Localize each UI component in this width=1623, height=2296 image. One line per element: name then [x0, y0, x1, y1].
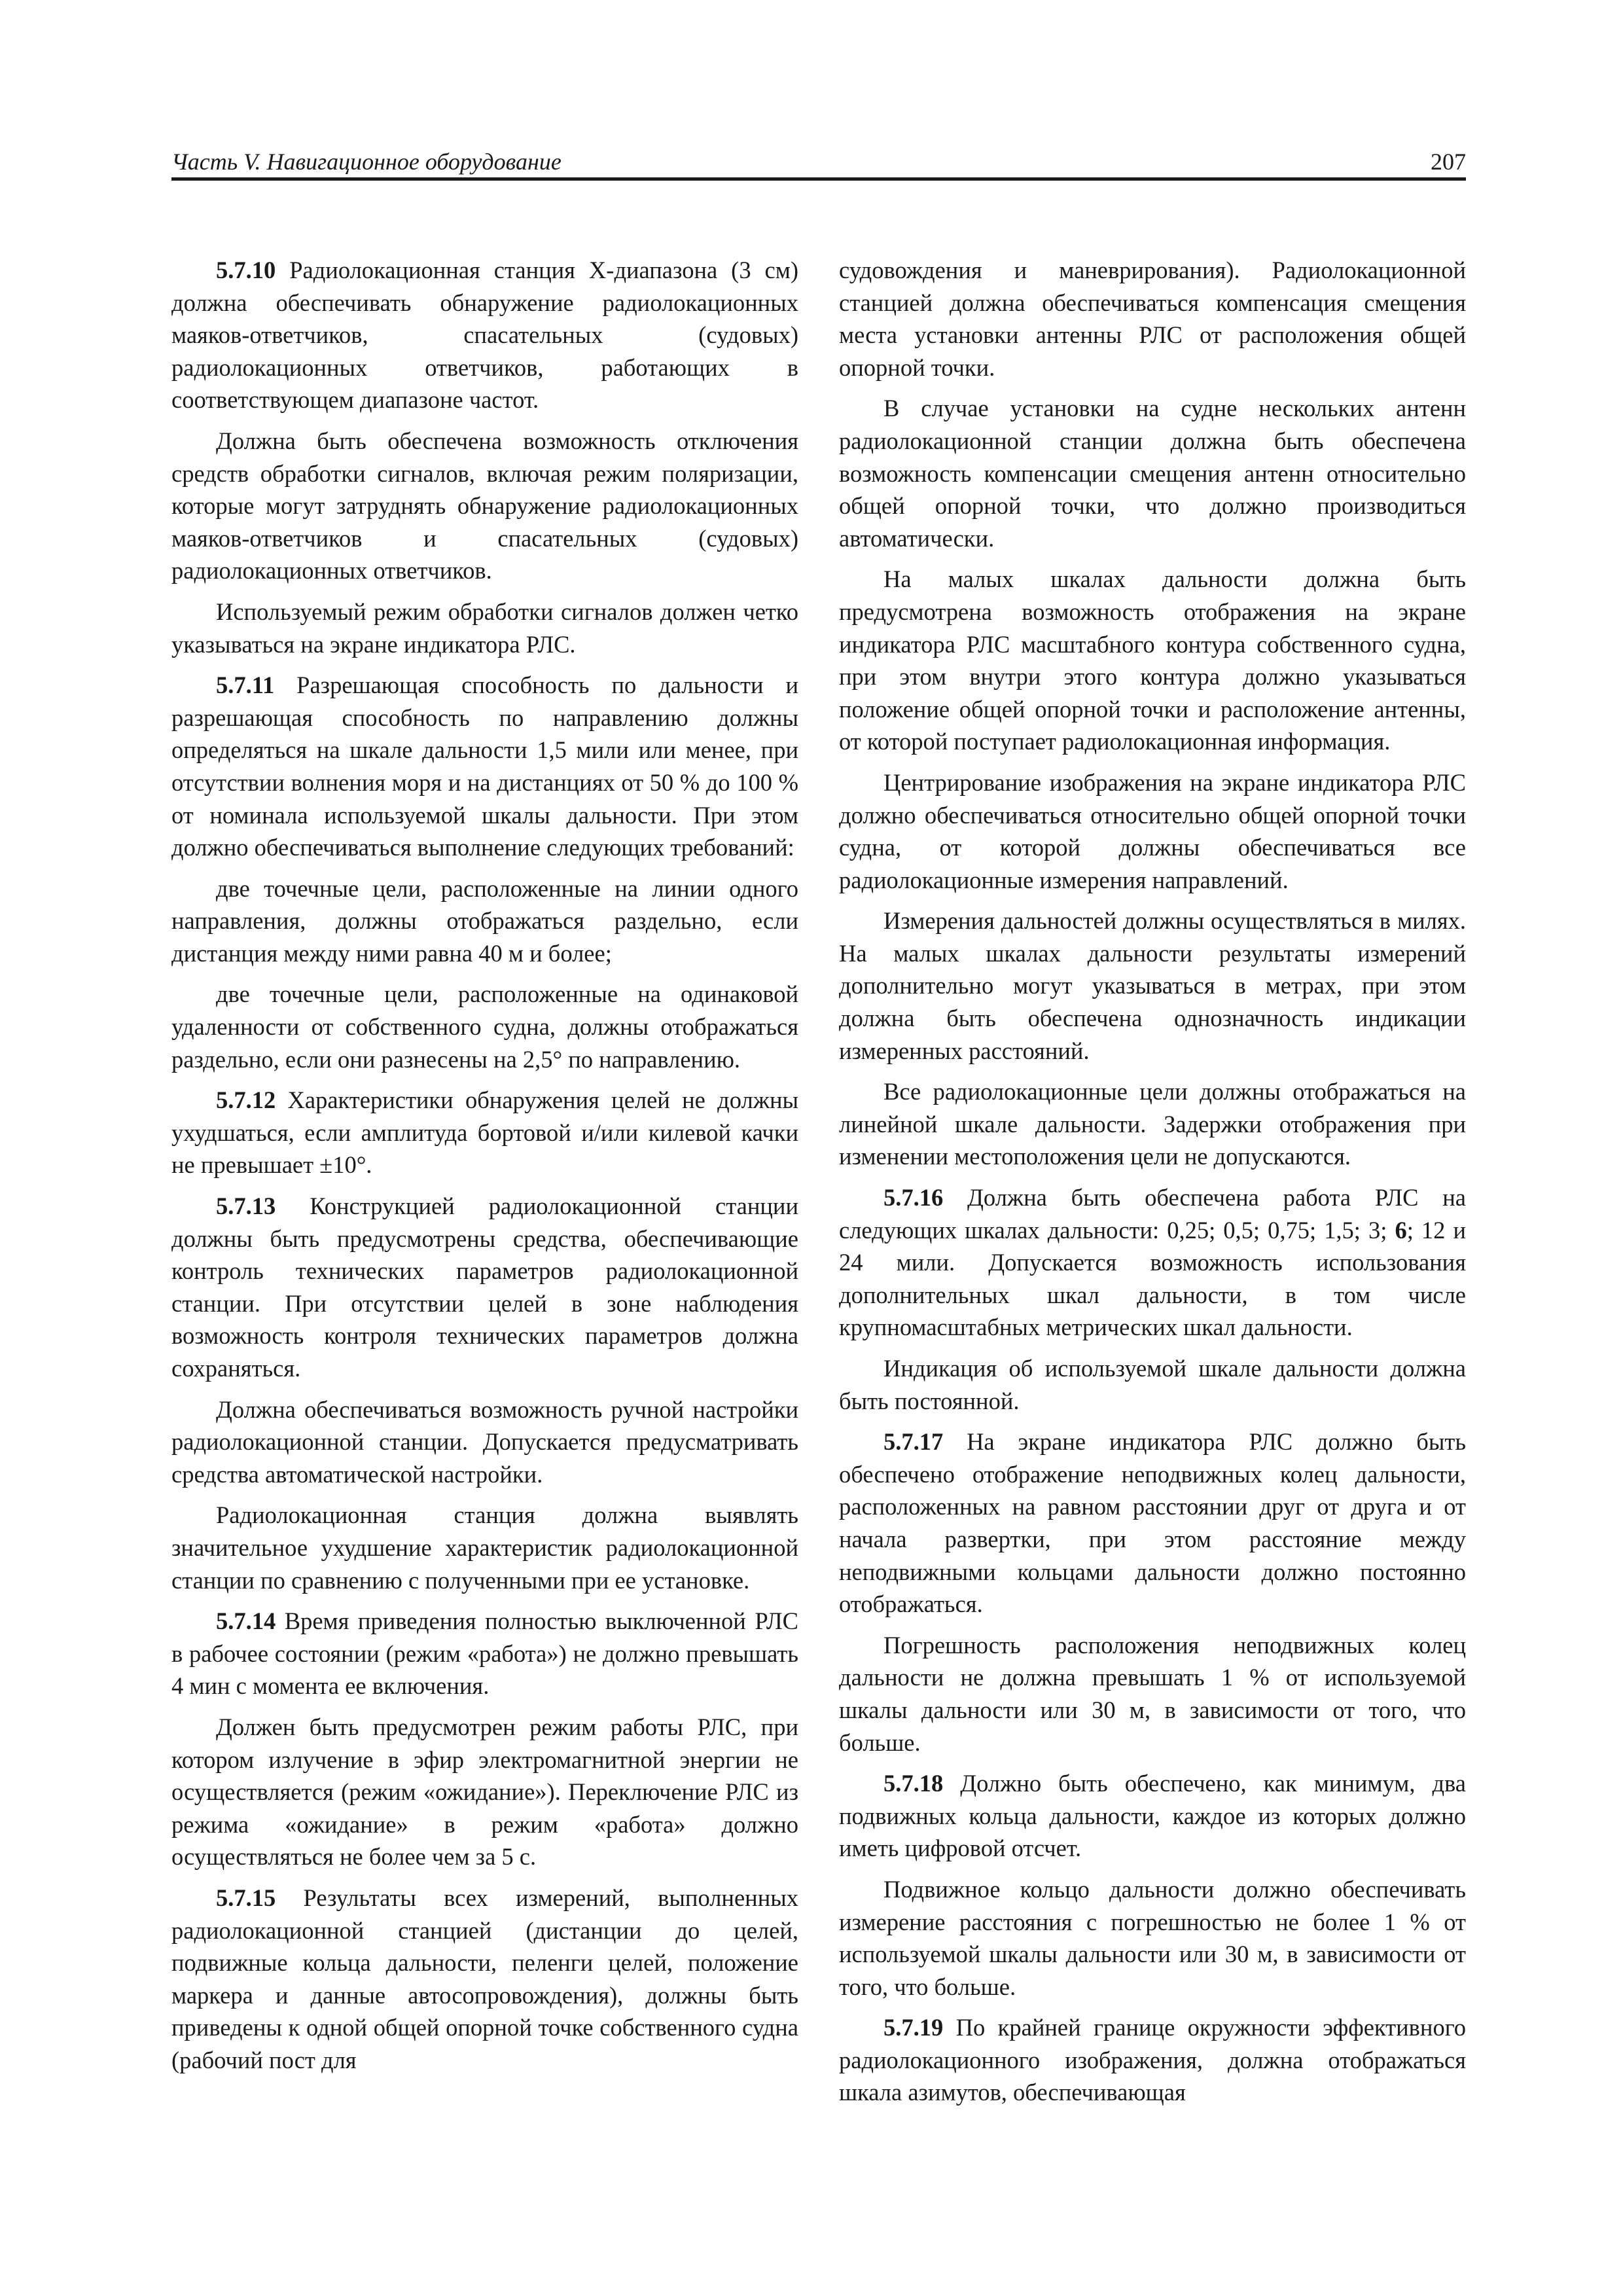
paragraph-5-7-10 [171, 254, 798, 416]
paragraph: Погрешность расположения неподвижных колец дальности не должна превышать 1 % от используемой шкалы дальности или 30 м, в зависимости от того, что больше. [839, 1631, 1466, 1756]
left-column [171, 254, 798, 2085]
header-rule [171, 177, 1466, 181]
paragraph-text: Результаты всех измерений, выполненных радиолокационной станцией (дистанции до целей, подвижные кольца дальности, пеленги целей, положение маркера и данные автосопровождения), должны быть приведены к одной общей опорной точке собственного судна (рабочий пост для [171, 1884, 798, 2073]
running-title: Часть V. Навигационное оборудование [171, 149, 562, 175]
paragraph: Все радиолокационные цели должны отображаться на линейной шкале дальности. Задержки отображения при изменении местоположения цели не допускаются. [839, 1078, 1466, 1170]
paragraph-text: На экране индикатора РЛС должно быть обеспечено отображение неподвижных колец дальности, расположенных на равном расстоянии друг от друга и от начала развертки, при этом расстояние между неподвижными кольцами дальности должно постоянно отображаться. [839, 1428, 1466, 1618]
paragraph-text: По крайней границе окружности эффективного радиолокационного изображения, должна отображаться шкала азимутов, обеспечивающая [839, 2014, 1466, 2106]
paragraph: Должна обеспечиваться возможность ручной настройки радиолокационной станции. Допускается предусматривать средства автоматической настройки. [171, 1395, 798, 1488]
section-number: 5.7.15 [216, 1884, 276, 1911]
paragraph-5-7-11 [171, 669, 798, 864]
paragraph: Центрирование изображения на экране индикатора РЛС должно обеспечиваться относительно общей опорной точки судна, от которой должны обеспечиваться все радиолокационные измерения направлений. [839, 768, 1466, 893]
paragraph-text: Время приведения полностью выключенной РЛС в рабочее состоянии (режим «работа») не должно превышать 4 мин с момента ее включения. [171, 1607, 798, 1700]
paragraph: Подвижное кольцо дальности должно обеспечивать измерение расстояния с погрешностью не более 1 % от используемой шкалы дальности или 30 м, в зависимости от того, что больше. [839, 1875, 1466, 2000]
section-number: 5.7.18 [883, 1770, 944, 1797]
paragraph-text: Характеристики обнаружения целей не должны ухудшаться, если амплитуда бортовой и/или килевой качки не превышает ±10°. [171, 1086, 798, 1179]
running-header [171, 143, 1466, 179]
section-number: 5.7.10 [216, 257, 276, 283]
bold-value: 6 [1395, 1216, 1407, 1244]
section-number: 5.7.16 [883, 1184, 944, 1211]
paragraph: Должна быть обеспечена возможность отключения средств обработки сигналов, включая режим поляризации, которые могут затруднять обнаружение радиолокационных маяков-ответчиков и спасательных (судовых) радиолокационных ответчиков. [171, 427, 798, 584]
paragraph: В случае установки на судне нескольких антенн радиолокационной станции должна быть обеспечена возможность компенсации смещения антенн относительно общей опорной точки, что должно производиться автоматически. [839, 395, 1466, 552]
paragraph: Должен быть предусмотрен режим работы РЛС, при котором излучение в эфир электромагнитной энергии не осуществляется (режим «ожидание»). Переключение РЛС из режима «ожидание» в режим «работа» должно осуществляться не более чем за 5 с. [171, 1713, 798, 1871]
paragraph: две точечные цели, расположенные на линии одного направления, должны отображаться раздельно, если дистанция между ними равна 40 м и более; [171, 874, 798, 967]
section-number: 5.7.11 [216, 672, 275, 699]
paragraph: Используемый режим обработки сигналов должен четко указываться на экране индикатора РЛС. [171, 598, 798, 658]
section-number: 5.7.13 [216, 1193, 276, 1220]
paragraph-5-7-18 [839, 1767, 1466, 1865]
paragraph-continued: судовождения и маневрирования). Радиолокационной станцией должна обеспечиваться компенсация смещения места установки антенны РЛС от расположения общей опорной точки. [839, 257, 1466, 381]
paragraph-text: Конструкцией радиолокационной станции должны быть предусмотрены средства, обеспечивающие контроль технических параметров радиолокационной станции. При отсутствии целей в зоне наблюдения возможность контроля технических параметров должна сохраняться. [171, 1193, 798, 1382]
right-column [839, 254, 1466, 2117]
paragraph: две точечные цели, расположенные на одинаковой удаленности от собственного судна, должны отображаться раздельно, если они разнесены на 2,5° по направлению. [171, 980, 798, 1073]
paragraph-5-7-17 [839, 1426, 1466, 1621]
paragraph-text: Радиолокационная станция X-диапазона (3 см) должна обеспечивать обнаружение радиолокационных маяков-ответчиков, спасательных (судовых) радиолокационных ответчиков, работающих в соответствующем диапазоне частот. [171, 257, 798, 414]
paragraph: Измерения дальностей должны осуществляться в милях. На малых шкалах дальности результаты измерений дополнительно могут указываться в метрах, при этом должна быть обеспечена однозначность индикации измеренных расстояний. [839, 907, 1466, 1064]
paragraph-5-7-13 [171, 1190, 798, 1385]
paragraph-5-7-15 [171, 1882, 798, 2077]
section-number: 5.7.17 [883, 1428, 944, 1456]
paragraph: Индикация об используемой шкале дальности должна быть постоянной. [839, 1355, 1466, 1414]
paragraph-text: ; 12 и 24 мили. Допускается возможность использования дополнительных шкал дальности, в том числе крупномасштабных метрических шкал дальности. [839, 1216, 1466, 1341]
paragraph-text: Должна быть обеспечена работа РЛС на следующих шкалах дальности: 0,25; 0,5; 0,75; 1,5; 3; [839, 1184, 1466, 1244]
paragraph-5-7-12 [171, 1084, 798, 1181]
paragraph: Радиолокационная станция должна выявлять значительное ухудшение характеристик радиолокационной станции по сравнению с полученными при ее установке. [171, 1501, 798, 1594]
paragraph: На малых шкалах дальности должна быть предусмотрена возможность отображения на экране индикатора РЛС масштабного контура собственного судна, при этом внутри этого контура должно указываться положение общей опорной точки и расположение антенны, от которой поступает радиолокационная информация. [839, 565, 1466, 755]
paragraph-text: Разрешающая способность по дальности и разрешающая способность по направлению должны определяться на шкале дальности 1,5 мили или менее, при отсутствии волнения моря и на дистанциях от 50 % до 100 % от номинала используемой шкалы дальности. При этом должно обеспечиваться выполнение следующих требований: [171, 672, 798, 861]
page-number: 207 [1431, 149, 1466, 175]
paragraph-5-7-19 [839, 2011, 1466, 2109]
section-number: 5.7.12 [216, 1086, 276, 1114]
section-number: 5.7.14 [216, 1607, 276, 1635]
paragraph-text: Должно быть обеспечено, как минимум, два подвижных кольца дальности, каждое из которых должно иметь цифровой отсчет. [839, 1770, 1466, 1862]
paragraph-5-7-16 [839, 1181, 1466, 1344]
section-number: 5.7.19 [883, 2014, 944, 2041]
paragraph-5-7-14 [171, 1605, 798, 1702]
